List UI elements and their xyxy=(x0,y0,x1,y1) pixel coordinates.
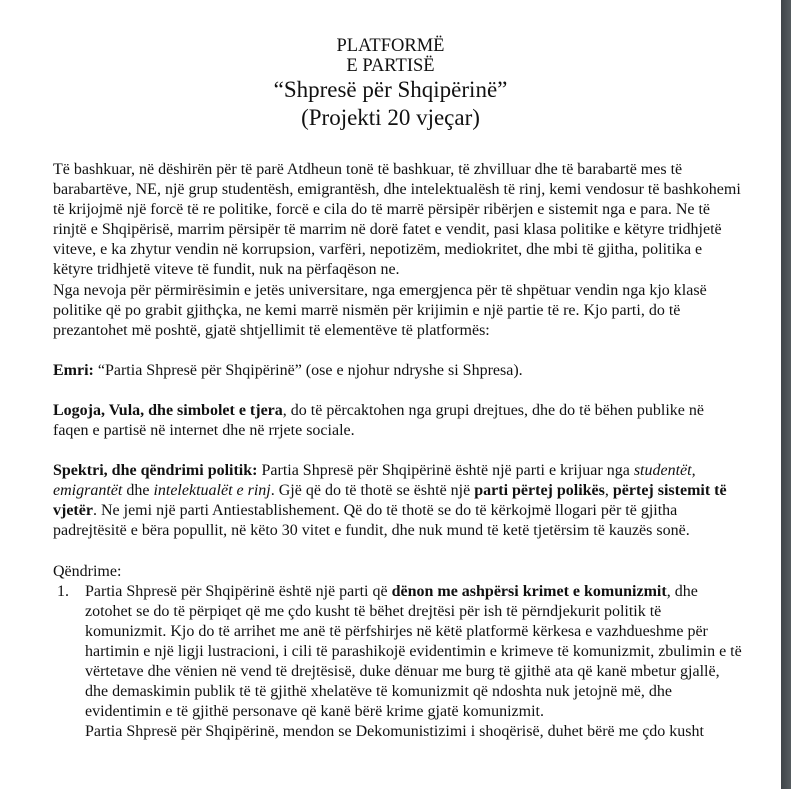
intro-paragraph-2: Nga nevoja për përmirësimin e jetës universitare, nga emergjenca për të shpëtuar vendin nga kjo klasë politike që po grabit gjithçka, ne kemi marrë nismën për krijimin e një partie të re. Kjo parti, do të prezantohet më poshtë, gjatë shtjellimit të elementëve të platformës: xyxy=(53,281,707,339)
viewer-side-panel-edge xyxy=(781,0,791,789)
title-e-partise: E PARTISË xyxy=(346,56,435,76)
list-item-text-1: Partia Shpresë për Shqipërinë është një parti që xyxy=(85,582,392,600)
list-item-number: 1. xyxy=(57,582,69,600)
spektri-italic-2: intelektualët e rinj xyxy=(153,482,271,500)
document-body xyxy=(53,160,743,742)
spektri-text-4: , xyxy=(604,482,613,500)
spektri-text-1: Partia Shpresë për Shqipërinë është një parti e krijuar nga xyxy=(257,462,634,480)
spektri-paragraph xyxy=(53,461,743,541)
list-item xyxy=(53,582,743,723)
logoja-label: Logoja, Vula, dhe simbolet e tjera xyxy=(53,401,283,419)
spektri-italic-1: studentët, emigrantët xyxy=(53,462,696,500)
spektri-text-2: dhe xyxy=(122,482,154,500)
logoja-paragraph xyxy=(53,401,743,441)
spektri-label: Spektri, dhe qëndrimi politik: xyxy=(53,462,258,480)
logoja-text: , do të përcaktohen nga grupi drejtues, dhe do të bëhen publike në faqen e partisë në internet dhe në rrjete sociale. xyxy=(53,401,704,440)
list-item-bold: dënon me ashpërsi krimet e komunizmit xyxy=(391,582,667,600)
emri-paragraph xyxy=(53,361,743,381)
document-title-block xyxy=(0,36,781,132)
emri-text: “Partia Shpresë për Shqipërinë” (ose e njohur ndryshe si Shpresa). xyxy=(93,361,523,379)
emri-label: Emri: xyxy=(53,361,94,379)
qendrime-heading: Qëndrime: xyxy=(53,562,122,580)
spektri-text-3: . Gjë që do të thotë se është një xyxy=(270,482,475,500)
spektri-text-5: . Ne jemi një parti Antiestablishement. Që do të thotë se do të kërkojmë llogari për të gjitha padrejtësitë e bëra popullit, në këto 30 vitet e fundit, dhe nuk mund të ketë tjetërsim të kauzës sonë. xyxy=(53,502,690,540)
spektri-bold-1: parti përtej polikës xyxy=(474,482,605,500)
title-project: (Projekti 20 vjeçar) xyxy=(301,105,480,130)
title-party-name: “Shpresë për Shqipërinë” xyxy=(273,77,508,102)
intro-paragraph-1: Të bashkuar, në dëshirën për të parë Atdheun tonë të bashkuar, të zhvilluar dhe të barabartë mes të barabartëve, NE, një grup studentësh, emigrantësh, dhe intelektualësh të rinj, kemi vendosur të bashkohemi të krijojmë një forcë të re politike, forcë e cila do të marrë përsipër ribërjen e sistemit nga e para. Ne të rinjtë e Shqipërisë, marrim përsipër të marrim në dorë fatet e vendit, pasi klasa politike e këtyre tridhjetë viteve, e ka zhytur vendin në korrupsion, varfëri, nepotizëm, mediokritet, dhe mbi të gjitha, politika e këtyre tridhjetë viteve të fundit, nuk na përfaqëson ne. xyxy=(53,161,741,279)
list-item-text-2: , dhe zotohet se do të përpiqet që me çdo kusht të bëhet drejtësi për ish të përndjekurit politik të komunizmit. Kjo do të arrihet me anë të përfshirjes në këtë platformë kërkesa e vazhdueshme për hartimin e një ligji lustracioni, i cili të parashikojë evidentimin e krimeve të komunizmit, zbulimin e të vërtetave dhe vënien në vend të drejtësisë, duke dënuar me burg të gjithë ata që kanë mbetur gjallë, dhe demaskimin publik të të gjithë xhelatëve të komunizmit që ndoshta nuk jetojnë më, dhe evidentimin e të gjithë personave që kanë bërë krime gjatë komunizmit. xyxy=(85,582,742,721)
qendrime-list xyxy=(53,582,743,723)
list-continuation: Partia Shpresë për Shqipërinë, mendon se Dekomunistizimi i shoqërisë, duhet bërë me çdo kusht xyxy=(85,723,704,741)
title-platforme: PLATFORMË xyxy=(336,36,445,56)
spektri-bold-2: përtej sistemit të vjetër xyxy=(53,482,727,520)
